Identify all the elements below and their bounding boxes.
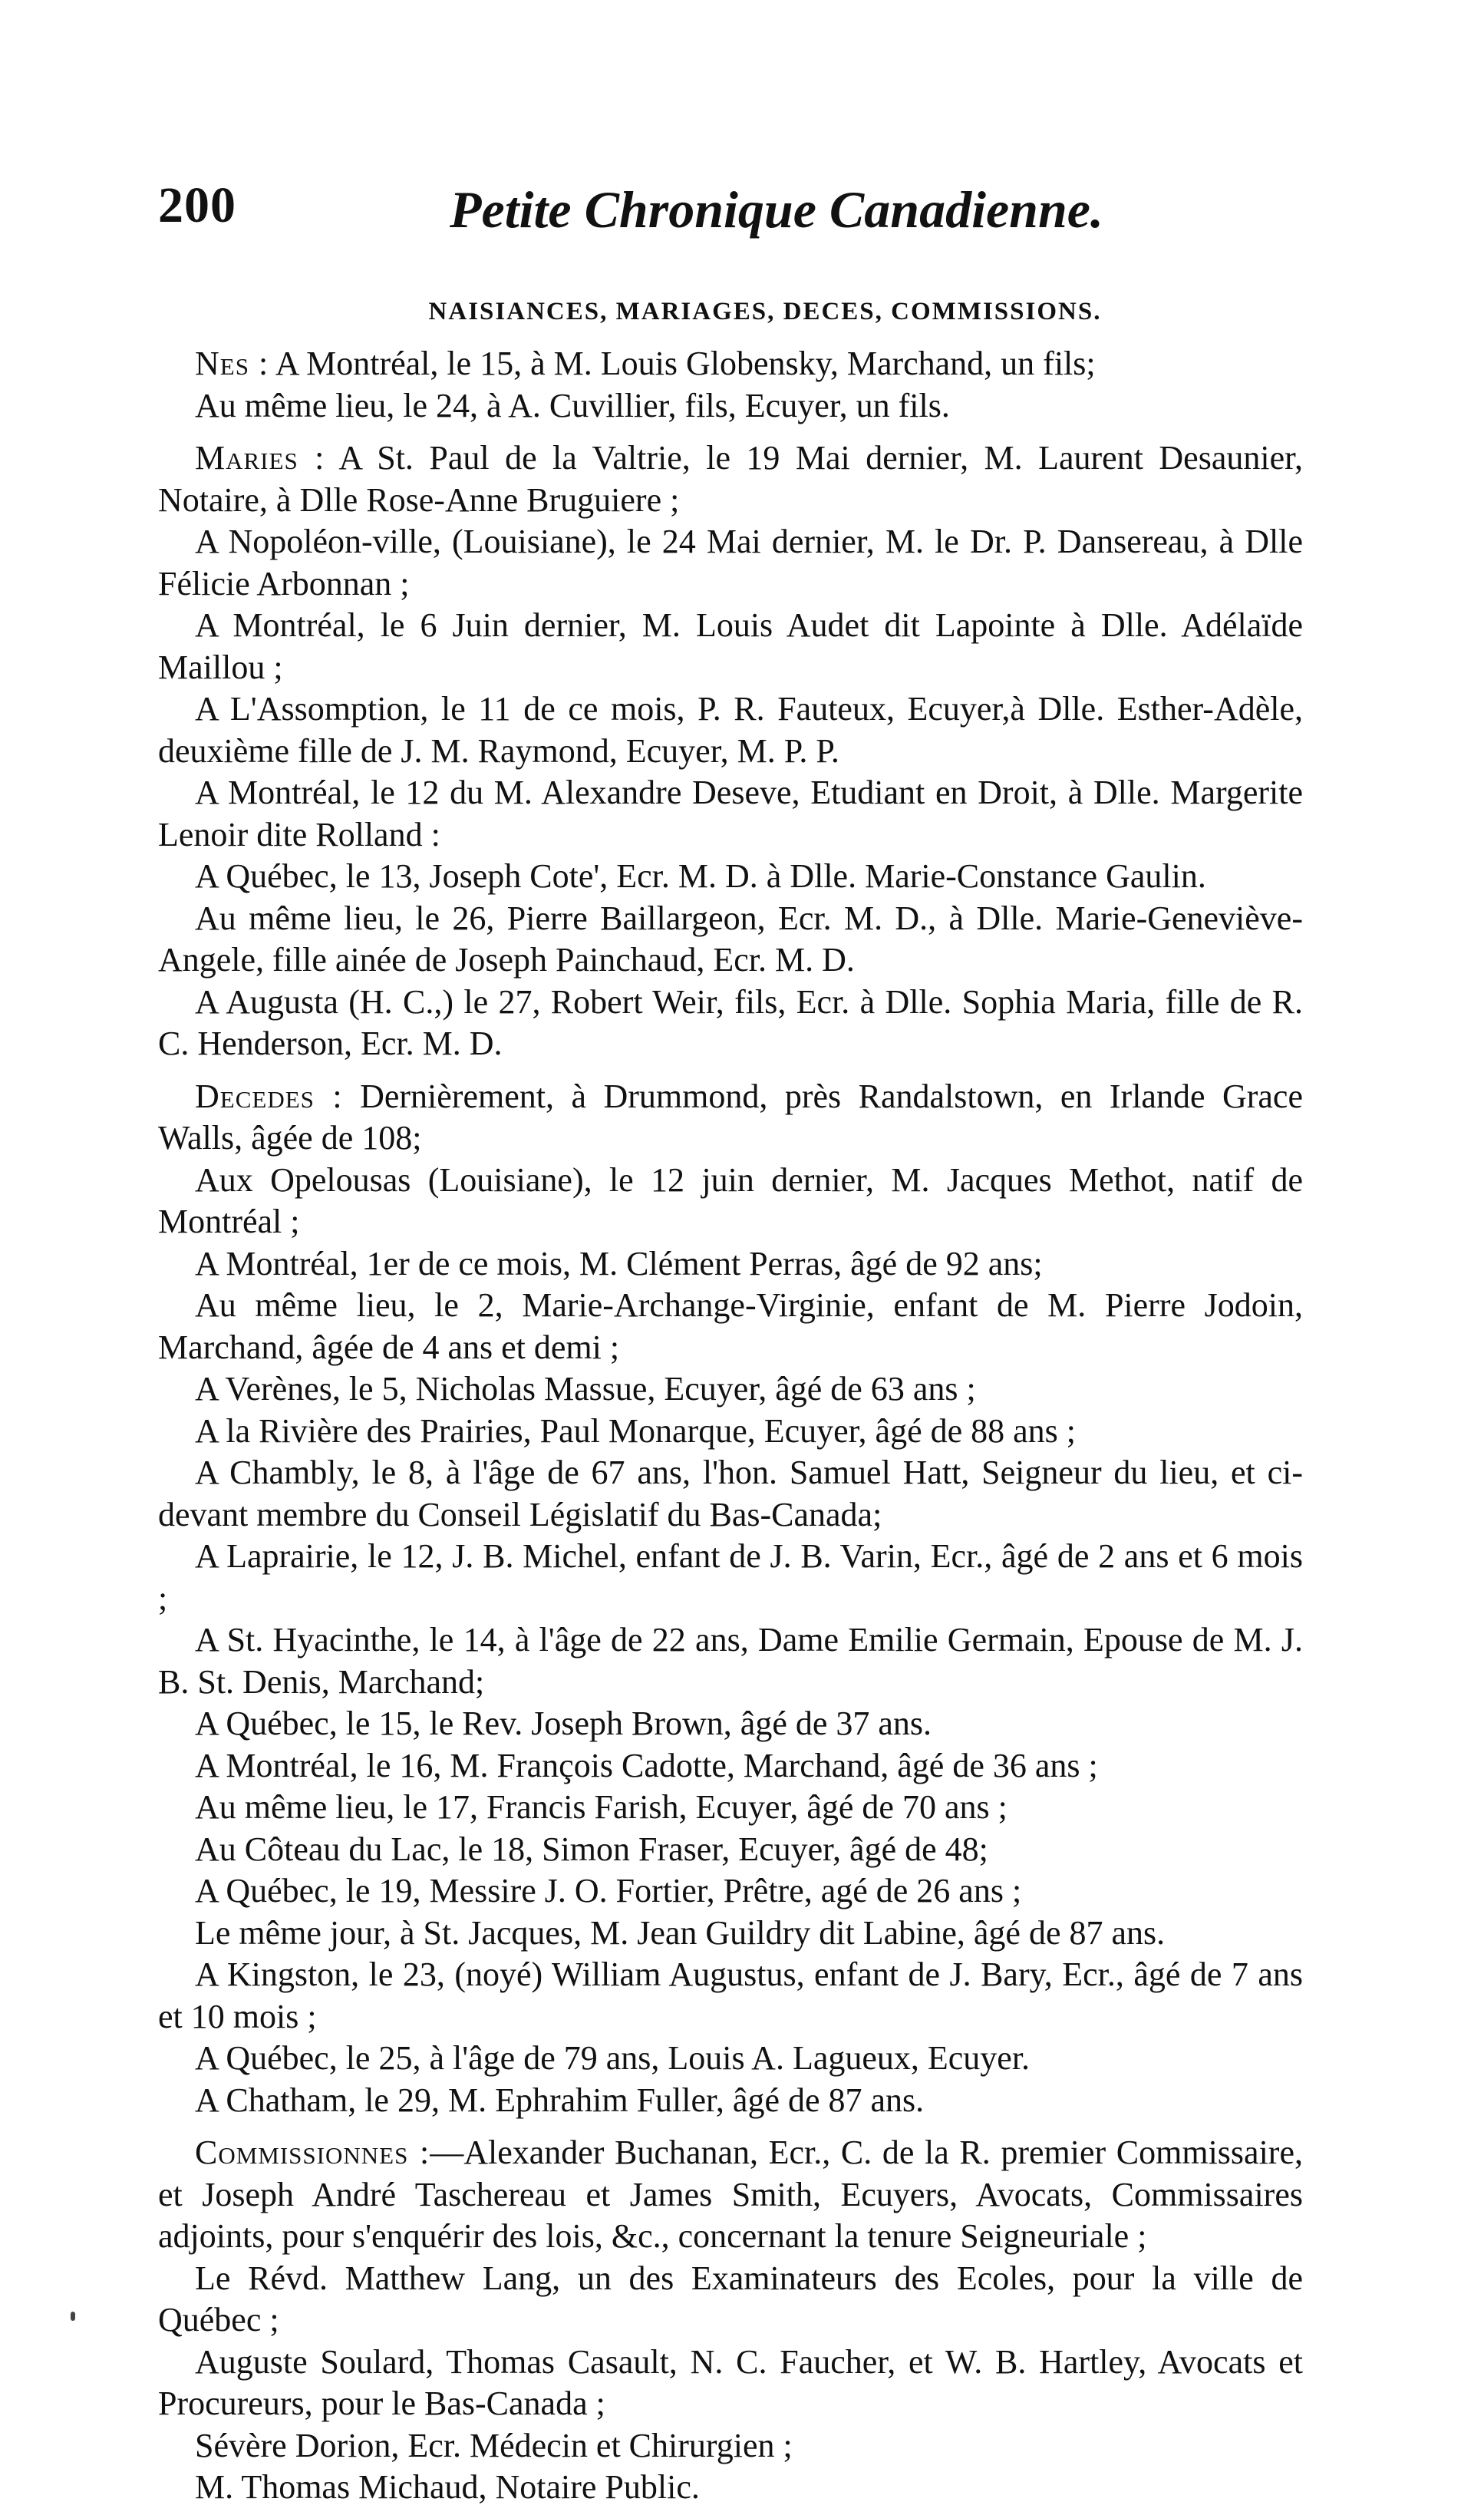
page-number: 200 (158, 177, 236, 233)
entry-lead: Commissionnes : (195, 2134, 430, 2171)
entry-20 (158, 1745, 1303, 1787)
entry-text: Au même lieu, le 17, Francis Farish, Ecuyer, âgé de 70 ans ; (195, 1788, 1007, 1826)
entry-15 (158, 1411, 1303, 1453)
entry-30 (158, 2342, 1303, 2425)
entry-18 (158, 1619, 1303, 1703)
entry-text: A St. Hyacinthe, le 14, à l'âge de 22 ans, Dame Emilie Germain, Epouse de M. J. B. St. Denis, Marchand; (158, 1621, 1303, 1701)
entry-text: Au Côteau du Lac, le 18, Simon Fraser, Ecuyer, âgé de 48; (195, 1830, 988, 1868)
entry-0 (158, 343, 1303, 385)
entry-9 (158, 982, 1303, 1065)
entry-text: Au même lieu, le 26, Pierre Baillargeon, Ecr. M. D., à Dlle. Marie-Geneviève-Angele, fille ainée de Joseph Painchaud, Ecr. M. D. (158, 899, 1303, 979)
entry-text: A Québec, le 15, le Rev. Joseph Brown, âgé de 37 ans. (195, 1705, 932, 1742)
print-speck (71, 2312, 75, 2321)
entry-5 (158, 688, 1303, 772)
entry-text: A Laprairie, le 12, J. B. Michel, enfant de J. B. Varin, Ecr., âgé de 2 ans et 6 mois ; (158, 1537, 1303, 1617)
entry-32 (158, 2467, 1303, 2509)
entry-text: Le Révd. Matthew Lang, un des Examinateurs des Ecoles, pour la ville de Québec ; (158, 2259, 1303, 2338)
entry-text: Sévère Dorion, Ecr. Médecin et Chirurgien ; (195, 2426, 793, 2464)
entry-text: A L'Assomption, le 11 de ce mois, P. R. Fauteux, Ecuyer,à Dlle. Esther-Adèle, deuxième fille de J. M. Raymond, Ecuyer, M. P. P. (158, 690, 1303, 770)
entry-10 (158, 1076, 1303, 1160)
entry-8 (158, 898, 1303, 982)
entry-12 (158, 1243, 1303, 1286)
entry-22 (158, 1829, 1303, 1871)
entry-text: —Alexander Buchanan, Ecr., C. de la R. premier Commissaire, et Joseph André Taschereau et James Smith, Ecuyers, Avocats, Commissaires adjoints, pour s'enquérir des lois, &c., concernant la tenure Seigneuriale ; (158, 2134, 1303, 2255)
section-heading: NAISIANCES, MARIAGES, DECES, COMMISSIONS. (428, 298, 1102, 325)
entry-29 (158, 2258, 1303, 2342)
entry-text: A St. Paul de la Valtrie, le 19 Mai dernier, M. Laurent Desaunier, Notaire, à Dlle Rose-Anne Bruguiere ; (158, 439, 1303, 519)
entry-3 (158, 521, 1303, 605)
entry-text: A Montréal, le 12 du M. Alexandre Deseve, Etudiant en Droit, à Dlle. Margerite Lenoir dite Rolland : (158, 774, 1303, 853)
entry-text: Aux Opelousas (Louisiane), le 12 juin dernier, M. Jacques Methot, natif de Montréal ; (158, 1160, 1303, 1240)
entry-24 (158, 1913, 1303, 1955)
entry-31 (158, 2425, 1303, 2467)
entry-text: A Québec, le 19, Messire J. O. Fortier, Prêtre, agé de 26 ans ; (195, 1872, 1022, 1909)
entry-text: Au même lieu, le 24, à A. Cuvillier, fils, Ecuyer, un fils. (195, 386, 950, 424)
entry-text: A Québec, le 13, Joseph Cote', Ecr. M. D. à Dlle. Marie-Constance Gaulin. (195, 857, 1206, 895)
entry-text: Le même jour, à St. Jacques, M. Jean Guildry dit Labine, âgé de 87 ans. (195, 1913, 1166, 1952)
entry-2 (158, 437, 1303, 521)
entry-text: A Québec, le 25, à l'âge de 79 ans, Louis A. Lagueux, Ecuyer. (195, 2039, 1031, 2077)
entry-text: Au même lieu, le 2, Marie-Archange-Virginie, enfant de M. Pierre Jodoin, Marchand, âgée de 4 ans et demi ; (158, 1286, 1303, 1366)
running-title: Petite Chronique Canadienne. (450, 180, 1103, 239)
page-header (158, 177, 1303, 261)
entry-lead: Nes : (195, 345, 269, 382)
entry-text: A Chambly, le 8, à l'âge de 67 ans, l'hon. Samuel Hatt, Seigneur du lieu, et ci-devant membre du Conseil Législatif du Bas-Canada; (158, 1454, 1303, 1533)
entry-13 (158, 1285, 1303, 1368)
entry-lead: Decedes : (195, 1077, 343, 1115)
entry-28 (158, 2132, 1303, 2258)
entry-23 (158, 1870, 1303, 1913)
entry-text: A Kingston, le 23, (noyé) William Augustus, enfant de J. Bary, Ecr., âgé de 7 ans et 10 mois ; (158, 1956, 1303, 2035)
entry-19 (158, 1703, 1303, 1745)
entry-text: A Montréal, le 6 Juin dernier, M. Louis Audet dit Lapointe à Dlle. Adélaïde Maillou ; (158, 606, 1303, 686)
entry-text: A Montréal, le 15, à M. Louis Globensky, Marchand, un fils; (269, 345, 1096, 382)
entry-25 (158, 1954, 1303, 2038)
entry-6 (158, 772, 1303, 856)
entry-lead: Maries : (195, 439, 325, 477)
entry-21 (158, 1787, 1303, 1829)
entry-26 (158, 2038, 1303, 2080)
entry-text: Dernièrement, à Drummond, près Randalstown, en Irlande Grace Walls, âgée de 108; (158, 1077, 1303, 1157)
entry-17 (158, 1536, 1303, 1619)
entry-16 (158, 1452, 1303, 1536)
entry-1 (158, 385, 1303, 427)
entry-14 (158, 1368, 1303, 1411)
entry-text: A Chatham, le 29, M. Ephrahim Fuller, âgé de 87 ans. (195, 2081, 925, 2119)
entry-11 (158, 1160, 1303, 1243)
entry-text: A la Rivière des Prairies, Paul Monarque, Ecuyer, âgé de 88 ans ; (195, 1411, 1077, 1450)
entry-text: A Nopoléon-ville, (Louisiane), le 24 Mai dernier, M. le Dr. P. Dansereau, à Dlle Félicie Arbonnan ; (158, 523, 1303, 602)
entry-text: A Montréal, le 16, M. François Cadotte, Marchand, âgé de 36 ans ; (195, 1746, 1098, 1784)
entry-text: Auguste Soulard, Thomas Casault, N. C. Faucher, et W. B. Hartley, Avocats et Procureurs, pour le Bas-Canada ; (158, 2342, 1303, 2422)
entry-4 (158, 605, 1303, 688)
entry-text: A Augusta (H. C.,) le 27, Robert Weir, fils, Ecr. à Dlle. Sophia Maria, fille de R. C. Henderson, Ecr. M. D. (158, 982, 1303, 1062)
entry-27 (158, 2080, 1303, 2122)
entry-text: A Verènes, le 5, Nicholas Massue, Ecuyer, âgé de 63 ans ; (195, 1370, 976, 1408)
entry-text: A Montréal, 1er de ce mois, M. Clément Perras, âgé de 92 ans; (195, 1244, 1043, 1282)
entry-7 (158, 856, 1303, 898)
entry-text: M. Thomas Michaud, Notaire Public. (195, 2468, 700, 2506)
entries-list (158, 343, 1303, 2509)
